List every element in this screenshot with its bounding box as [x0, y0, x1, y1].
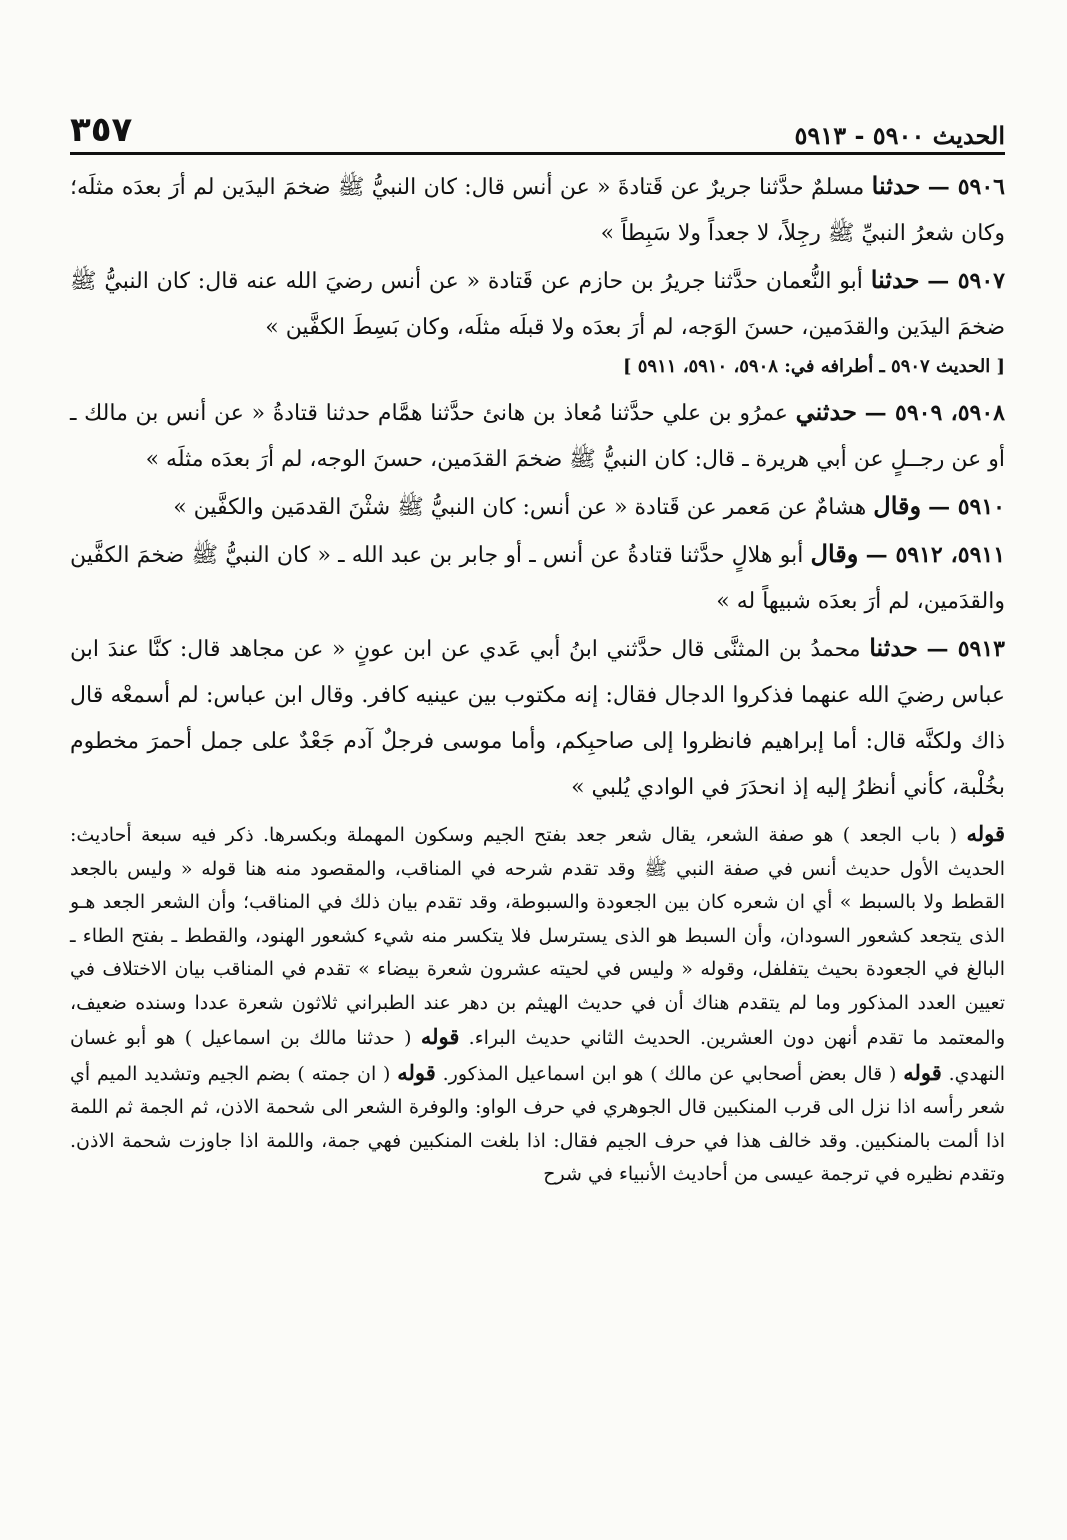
- hadith-text: مسلمٌ حدَّثنا جريرٌ عن قَتادةَ « عن أنس قال: كان النبيُّ ﷺ ضخمَ اليدَين لم أرَ بعدَه مثلَه؛ وكان شعرُ النبيِّ ﷺ رجِلاً، لا جعداً ولا سَبِطاً »: [70, 175, 1005, 246]
- hadith-keyword: حدثنا: [870, 265, 920, 294]
- page: [70, 100, 1005, 1520]
- hadith-text: محمدُ بن المثنَّى قال حدَّثني ابنُ أبي عَدي عن ابن عونٍ « عن مجاهد قال: كنَّا عندَ ابن عباس رضيَ الله عنهما فذكروا الدجال فقال: إنه مكتوب بين عينيه كافر. وقال ابن عباس: لم أسمعْه قال ذاك ولكنَّه قال: أما إبراهيم فانظروا إلى صاحبِكم، وأما موسى فرجلٌ آدم جَعْدٌ على جمل أحمرَ مخطوم بخُلْبة، كأني أنظرُ إليه إذ انحدَرَ في الوادي يُلبي »: [70, 637, 1005, 800]
- hadith-keyword: حدثنا: [869, 633, 918, 662]
- page-header: [70, 100, 1005, 150]
- commentary-text: ( باب الجعد ) هو صفة الشعر، يقال شعر جعد بفتح الجيم وسكون المهملة وبكسرها. ذكر فيه سبعة أحاديث: الحديث الأول حديث أنس في صفة النبي ﷺ وقد تقدم شرحه في المناقب، والمقصود منه هنا قوله « وليس بالجعد القطط ولا بالسبط » أي ان شعره كان بين الجعودة والسبوطة، وقد تقدم بيان ذلك في المناقب؛ وأن الشعر الجعد هـو الذى يتجعد كشعور السودان، وأن السبط هو الذى يسترسل فلا يتكسر منه شيء كشعور الهنود، والقطط ـ بفتح الطاء ـ البالغ في الجعودة بحيث يتفلفل، وقوله « وليس في لحيته عشرون شعرة بيضاء » تقدم في المناقب بيان الاختلاف في تعيين العدد المذكور وما لم يتقدم هناك أن في حديث الهيثم بن دهر عند الطبراني ثلاثون شعرة عددا وسنده ضعيف، والمعتمد ما تقدم أنهن دون العشرين. الحديث الثاني حديث البراء.: [70, 824, 1006, 1049]
- hadith-paragraph: [70, 389, 1005, 483]
- commentary-qawluhu: قوله: [966, 821, 1005, 846]
- hadith-paragraph: [70, 483, 1005, 531]
- hadith-paragraph: [70, 531, 1005, 625]
- hadith-text: هشامٌ عن مَعمر عن قَتادة « عن أنس: كان النبيُّ ﷺ شثْنَ القدمَين والكفَّين »: [173, 495, 867, 520]
- hadith-text: عمرُو بن علي حدَّثنا مُعاذ بن هانئ حدَّثنا همَّام حدثنا قتادةُ « عن أنس بن مالك ـ أو عن رجــلٍ عن أبي هريرة ـ قال: كان النبيُّ ﷺ ضخمَ القدَمين، حسنَ الوجه، لم أرَ بعدَه مثلَه »: [70, 401, 1005, 472]
- hadith-text: أبو هلالٍ حدَّثنا قتادةُ عن أنس ـ أو جابر بن عبد الله ـ « كان النبيُّ ﷺ ضخمَ الكفَّين والقدَمين، لم أرَ بعدَه شبيهاً له »: [70, 543, 1005, 614]
- commentary-text: ( حدثنا مالك بن اسماعيل ) هو أبو غسان النهدي.: [70, 1027, 1006, 1085]
- hadith-number: ٥٩١٠ —: [928, 494, 1005, 520]
- hadith-paragraph: [70, 257, 1005, 351]
- hadith-text: أبو النُّعمان حدَّثنا جريرُ بن حازم عن قَتادة « عن أنس رضيَ الله عنه قال: كان النبيُّ ﷺ ضخمَ اليدَين والقدَمين، حسنَ الوَجه، لم أرَ بعدَه ولا قبلَه مثلَه، وكان بَسِطَ الكفَّين »: [70, 269, 1005, 340]
- hadith-number: ٥٩٠٦ —: [927, 174, 1005, 200]
- hadith-number: ٥٩١٣ —: [926, 636, 1005, 662]
- commentary-qawluhu: قوله: [420, 1024, 460, 1049]
- commentary-text: ( ان جمته ) بضم الجيم وتشديد الميم أي شعر رأسه اذا نزل الى قرب المنكبين قال الجوهري في حرف الواو: والوفرة الشعر الى شحمة الاذن، ثم الجمة ثم اللمة اذا ألمت بالمنكبين. وقد خالف هذا في حرف الجيم فقال: اذا بلغت المنكبين فهي جمة، واللمة اذا جاوزت شحمة الاذن. وتقدم نظيره في ترجمة عيسى من أحاديث الأنبياء في شرح: [70, 1062, 1005, 1185]
- commentary-section: [70, 817, 1005, 1192]
- commentary-qawluhu: قوله: [397, 1059, 436, 1085]
- running-title: الحديث ٥٩٠٠ - ٥٩١٣: [794, 121, 1005, 150]
- hadith-number: ٥٩٠٨، ٥٩٠٩ —: [864, 400, 1005, 426]
- hadith-number: ٥٩٠٧ —: [927, 268, 1005, 294]
- hadith-keyword: حدثني: [795, 397, 857, 426]
- hadith-keyword: حدثنا: [871, 171, 921, 200]
- hadith-paragraph: [70, 163, 1005, 257]
- hadith-number: ٥٩١١، ٥٩١٢ —: [865, 542, 1006, 568]
- page-number: ٣٥٧: [70, 110, 133, 150]
- hadith-keyword: وقال: [810, 539, 859, 568]
- hadith-paragraph: [70, 625, 1005, 811]
- hadith-list: [70, 163, 1005, 811]
- hadith-keyword: وقال: [873, 491, 922, 520]
- commentary-paragraph: [70, 817, 1005, 1192]
- commentary-qawluhu: قوله: [903, 1059, 942, 1085]
- header-rule: [70, 152, 1005, 155]
- atraf-note: [ الحديث ٥٩٠٧ ـ أطرافه في: ٥٩٠٨، ٥٩١٠، ٥٩١١ ]: [622, 356, 1005, 377]
- commentary-text: ( قال بعض أصحابي عن مالك ) هو ابن اسماعيل المذكور.: [435, 1062, 904, 1085]
